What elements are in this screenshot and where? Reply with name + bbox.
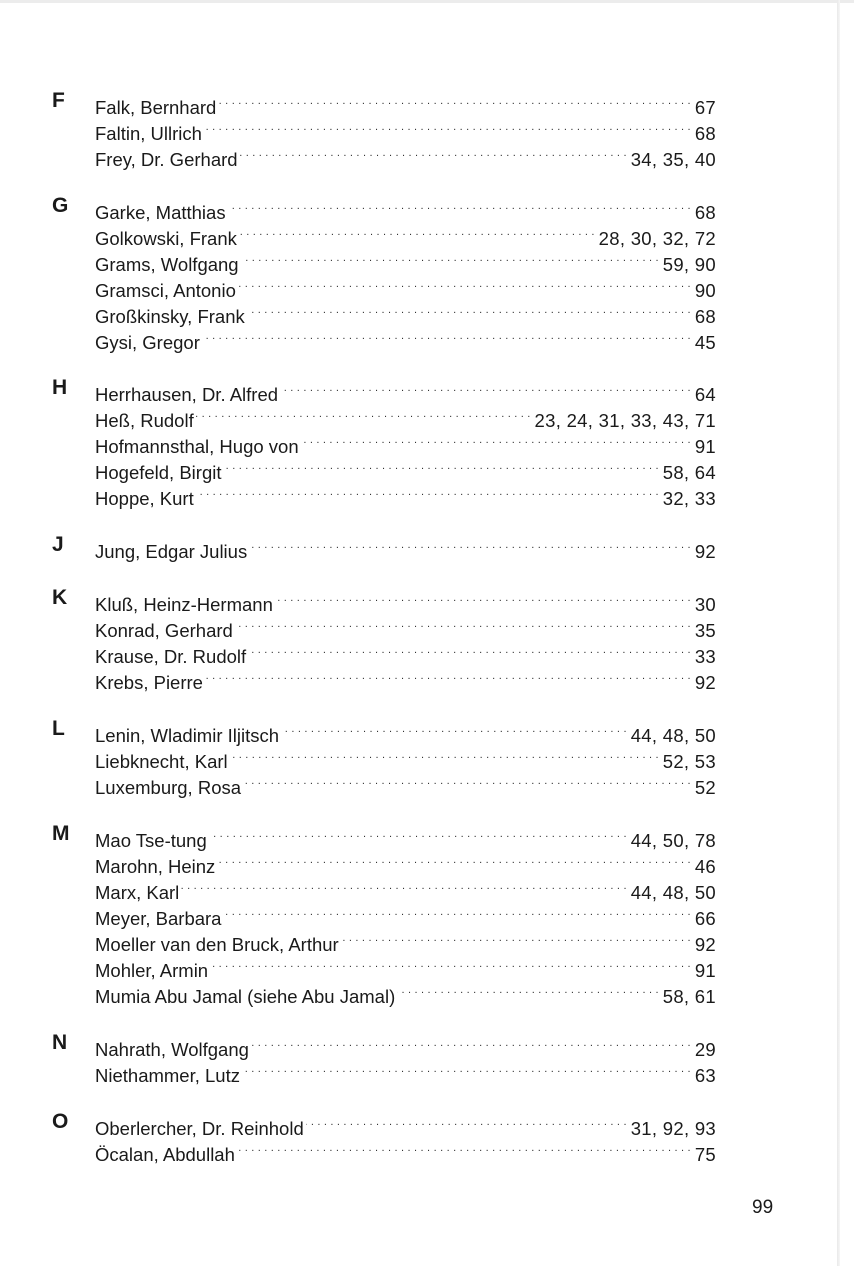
dot-leader [196,479,659,505]
dot-leader [223,453,658,479]
index-letter: G [52,194,69,217]
entry-pages: 46 [694,856,716,877]
entry-name: Heß, Rudolf [95,410,194,431]
entry-pages: 68 [694,202,716,223]
entry-name: Großkinsky, Frank [95,306,245,327]
dot-leader [204,114,691,140]
dot-leader [248,637,691,663]
entry-pages: 32, 33 [662,488,716,509]
entry-name: Golkowski, Frank [95,228,237,249]
entry-pages: 67 [694,97,716,118]
entry-pages: 58, 64 [662,462,716,483]
dot-leader [239,219,595,245]
index-letter: N [52,1031,68,1054]
index-letter: K [52,586,68,609]
index-entry [95,1109,716,1139]
entry-pages: 31, 92, 93 [630,1118,716,1139]
index-entries [95,532,716,562]
entry-pages: 35 [694,620,716,641]
name-index [52,88,716,1187]
entry-pages: 44, 50, 78 [630,830,716,851]
index-entries [95,821,716,1007]
entry-pages: 64 [694,384,716,405]
entry-name: Mao Tse-tung [95,830,207,851]
entry-pages: 59, 90 [662,254,716,275]
index-entry [95,375,716,405]
dot-leader [241,245,659,271]
dot-leader [205,663,691,689]
entry-name: Moeller van den Bruck, Arthur [95,934,339,955]
dot-leader [217,847,691,873]
entry-name: Falk, Bernhard [95,97,217,118]
entry-name: Frey, Dr. Gerhard [95,149,238,170]
entry-pages: 33 [694,646,716,667]
index-group-j [52,532,716,562]
entry-pages: 44, 48, 50 [630,725,716,746]
entry-pages: 30 [694,594,716,615]
entry-name: Grams, Wolfgang [95,254,239,275]
entry-name: Herrhausen, Dr. Alfred [95,384,279,405]
index-entry [95,585,716,615]
index-letter: L [52,717,65,740]
entry-name: Hofmannsthal, Hugo von [95,436,299,457]
dot-leader [275,585,691,611]
entry-pages: 91 [694,436,716,457]
dot-leader [202,323,691,349]
index-group-k [52,585,716,693]
entry-pages: 29 [694,1039,716,1060]
index-group-f [52,88,716,170]
dot-leader [280,375,691,401]
index-entry [95,193,716,223]
entry-name: Faltin, Ullrich [95,123,202,144]
index-entry [95,532,716,562]
dot-leader [243,768,691,794]
index-entry [95,716,716,746]
index-group-n [52,1030,716,1086]
entry-pages: 63 [694,1065,716,1086]
dot-leader [251,1030,691,1056]
dot-leader [230,742,659,768]
page-top-edge [0,0,854,3]
dot-leader [240,140,627,166]
dot-leader [301,427,691,453]
entry-pages: 52 [694,777,716,798]
index-entries [95,716,716,798]
dot-leader [210,951,691,977]
entry-pages: 34, 35, 40 [630,149,716,170]
dot-leader [247,297,691,323]
dot-leader [223,899,690,925]
entry-pages: 92 [694,541,716,562]
entry-name: Mohler, Armin [95,960,209,981]
index-letter: M [52,822,70,845]
index-letter: H [52,376,68,399]
index-entries [95,1109,716,1165]
entry-name: Garke, Matthias [95,202,226,223]
entry-name: Jung, Edgar Julius [95,541,248,562]
index-letter: O [52,1110,69,1133]
entry-pages: 68 [694,306,716,327]
entry-name: Krebs, Pierre [95,672,203,693]
entry-name: Gramsci, Antonio [95,280,236,301]
entry-name: Hoppe, Kurt [95,488,194,509]
dot-leader [306,1109,627,1135]
entry-name: Liebknecht, Karl [95,751,228,772]
index-entries [95,585,716,693]
entry-name: Kluß, Heinz-Hermann [95,594,273,615]
entry-name: Luxemburg, Rosa [95,777,242,798]
index-group-h [52,375,716,509]
dot-leader [397,977,659,1003]
index-letter: F [52,89,65,112]
dot-leader [228,193,691,219]
entry-name: Marohn, Heinz [95,856,216,877]
entry-pages: 66 [694,908,716,929]
entry-name: Öcalan, Abdullah [95,1144,235,1165]
index-entry [95,899,716,929]
index-group-m [52,821,716,1007]
entry-pages: 75 [694,1144,716,1165]
index-entry [95,1030,716,1060]
index-group-o [52,1109,716,1165]
entry-pages: 92 [694,672,716,693]
entry-pages: 68 [694,123,716,144]
entry-pages: 23, 24, 31, 33, 43, 71 [534,410,716,431]
entry-name: Lenin, Wladimir Iljitsch [95,725,280,746]
dot-leader [235,611,691,637]
entry-name: Oberlercher, Dr. Reinhold [95,1118,304,1139]
entry-name: Niethammer, Lutz [95,1065,240,1086]
entry-name: Mumia Abu Jamal (siehe Abu Jamal) [95,986,396,1007]
entry-name: Marx, Karl [95,882,180,903]
entry-name: Konrad, Gerhard [95,620,233,641]
index-entry [95,88,716,118]
entry-pages: 44, 48, 50 [630,882,716,903]
dot-leader [181,873,626,899]
index-entries [95,88,716,170]
entry-name: Hogefeld, Birgit [95,462,222,483]
entry-pages: 45 [694,332,716,353]
entry-pages: 28, 30, 32, 72 [598,228,716,249]
entry-pages: 90 [694,280,716,301]
dot-leader [209,821,627,847]
dot-leader [196,401,531,427]
entry-name: Meyer, Barbara [95,908,222,929]
dot-leader [238,271,691,297]
entry-pages: 92 [694,934,716,955]
index-entries [95,1030,716,1086]
dot-leader [237,1135,691,1161]
dot-leader [249,532,691,558]
entry-pages: 91 [694,960,716,981]
dot-leader [281,716,627,742]
index-entry [95,873,716,903]
dot-leader [218,88,690,114]
entry-name: Gysi, Gregor [95,332,200,353]
index-group-g [52,193,716,353]
index-group-l [52,716,716,798]
entry-name: Nahrath, Wolfgang [95,1039,249,1060]
entry-name: Krause, Dr. Rudolf [95,646,247,667]
dot-leader [242,1056,691,1082]
page-right-edge [837,0,840,1266]
entry-pages: 52, 53 [662,751,716,772]
index-entries [95,375,716,509]
dot-leader [341,925,691,951]
page-number: 99 [752,1197,774,1218]
index-letter: J [52,533,64,556]
index-entries [95,193,716,353]
index-entry [95,821,716,851]
entry-pages: 58, 61 [662,986,716,1007]
